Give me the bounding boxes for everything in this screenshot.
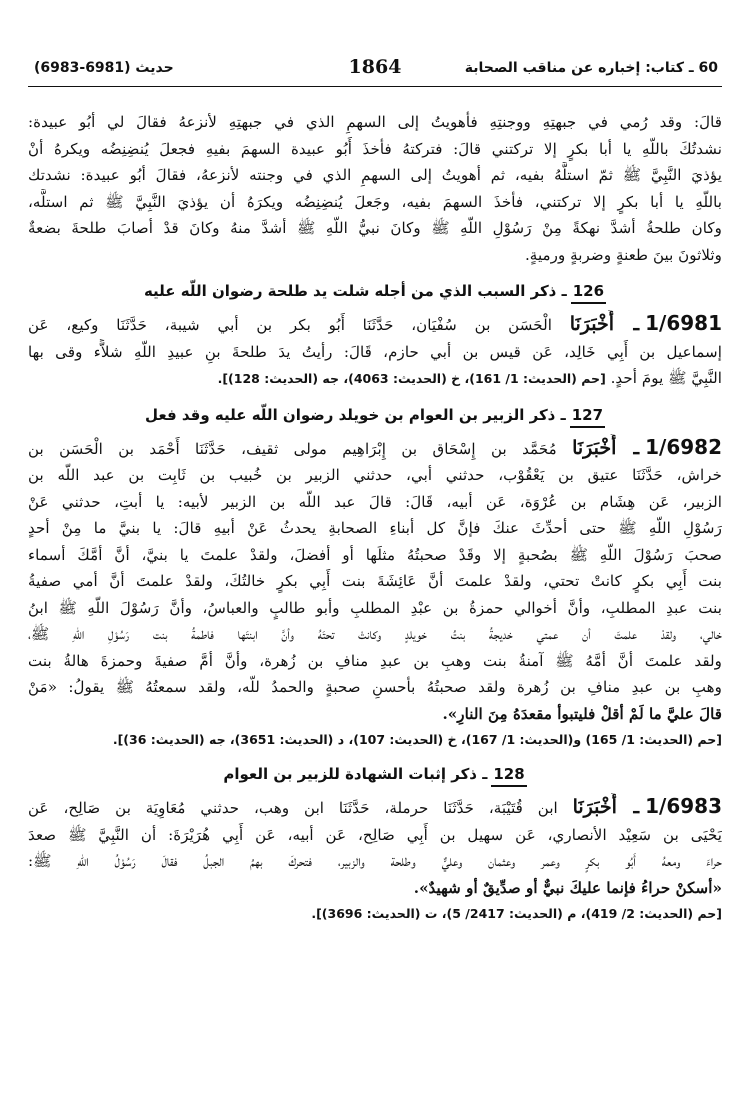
text-line: صحبَ رَسُوْلَ اللّهِ ﷺ بصُحبةٍ إلا وقَدْ صحبتُهُ مثلَها أو أفضلَ، ولقدْ علمتَ يا بنيَّ، أنَّ أمَّكَ أسماء xyxy=(28,545,722,564)
hadith-number: 1/6983 xyxy=(645,794,722,818)
text-line: وهبِ بن عبدِ منافِ بن زُهرة ولقد صحبتُهُ بأحسنِ صحبةٍ والحمدُ للّه، ولقد سمعتُهُ ﷺ يقولُ: «مَنْ xyxy=(28,678,722,696)
hadith-block xyxy=(28,793,722,925)
hadith-reference: [حم (الحديث: 1/ 165) و(الحديث: 1/ 167)، خ (الحديث: 107)، د (الحديث: 3651)، جه (الحديث: 36)]. xyxy=(112,732,722,747)
text-line: وثلاثونَ بينَ طعنةٍ وضربةٍ ورميةٍ. xyxy=(524,245,722,264)
section-title: ـ ذكر إثبات الشهادة للزبير بن العوام xyxy=(223,765,488,783)
text-line: نشدتُكَ باللّهِ يا أبا بكرٍ إلا تركتني قالَ: فتركتهُ فأخذَ أَبُو عبيدة السهمَ بفيهِ فجعلَ يُنضِنِضُه ويكرهُ أنْ xyxy=(28,139,722,158)
hadith-first-line xyxy=(28,310,722,339)
intro-paragraph xyxy=(28,109,722,268)
text-line: خالي، ولقدْ علمتَ أن عمتي خديجةُ بنتُ خويلدٍ وكانتْ تحتَهُ وأنَّ ابنتَها فاطمةُ بنت رَسُوْلِ اللّهِ ﷺ، xyxy=(28,625,722,643)
hadith-text: ابن قُتَيْبَة، حَدَّثَنَا حرملة، حَدَّثَنَا ابن وهب، حدثني مُعَاوِيَة بن صَالِح، عَن xyxy=(28,799,558,817)
text-line: حراءَ ومعهُ أَبُو بكرٍ وعمر وعثمان وعليٌّ وطلحة والزبير، فتحركَ بهمُ الجبلُ فقالَ رَسُوْلُ اللّهِ ﷺ: xyxy=(28,852,722,870)
hadith-number: 1/6981 xyxy=(645,311,722,335)
hadith-reference: [حم (الحديث: 1/ 161)، خ (الحديث: 4063)، جه (الحديث: 128)]. xyxy=(217,371,606,386)
hadith-text: الْحَسَن بن سُفْيَان، حَدَّثَنَا أَبُو بكر بن أبي شيبة، حَدَّثَنَا وكيع، عَن xyxy=(28,316,552,334)
hadith-reference: [حم (الحديث: 2/ 419)، م (الحديث: 2417/ 5)، ت (الحديث: 3696)]. xyxy=(311,906,722,921)
hadith-block xyxy=(28,310,722,392)
hadith-text: النَّبِيَّ ﷺ يومَ أحدٍ. xyxy=(610,369,722,387)
prophetic-quote: قالَ عليَّ ما لَمْ أقلْ فليتبوأ مقعدَهُ مِنَ النارِ». xyxy=(442,704,722,723)
text-line: الزبير، عَن هِشَام بن عُرْوَة، عَن أبيه، قَالَ: قالَ عبد اللّه بن الزبير لأبيه: يا أبتِ، حدثني عَنْ xyxy=(28,492,722,511)
section-number: 128 xyxy=(491,763,526,787)
section-heading xyxy=(28,404,722,428)
hadith-text: مُحَمَّد بن إِسْحَاق بن إِبْرَاهِيم مولى ثقيف، حَدَّثَنَا أَحْمَد بن الْحَسَن بن xyxy=(28,439,557,458)
section-heading xyxy=(28,280,722,304)
chapter-title: 60 ـ كتاب: إخباره عن مناقب الصحابة xyxy=(464,60,718,76)
text-line: ولقد علمتَ أنَّ أمَّهُ ﷺ آمنةُ بنت وهبِ بن عبدِ منافِ بن زُهرة، وأنَّ أمَّ صفيةَ وحمزةَ هالةُ بنت xyxy=(28,651,722,670)
text-line: يؤذيَ النَّبِيَّ ﷺ ثمّ استلَّهُ بفيه، ثم أهويتُ إلى السهمِ الذي في وجنته لأنزعهُ، فقالَ أبُو عبيدة: نشدتك xyxy=(28,166,722,184)
page-number: 1864 xyxy=(348,56,402,78)
text-line: رَسُوْلِ اللّهِ ﷺ حتى أحدِّثَ عنكَ فإنَّ كل أبناءِ الصحابةِ يحدثُ عَنْ أبيهِ قالَ: يا بنيَّ ما مِنْ أحدٍ xyxy=(28,519,722,537)
hadith-opener: ـ أَخْبَرَنَا xyxy=(572,796,640,818)
prophetic-quote: «أسكنْ حراءُ فإنما عليكَ نبيٌّ أو صدِّيقٌ أو شهيدٌ». xyxy=(413,878,722,897)
text-line: باللّهِ يا أبا بكرٍ إلا تركتني، فأخذَ السهمَ بفيه، وجَعلَ يُنضِنِضُه ويكرَهُ أن يؤذيَ النَّبِيَّ ﷺ ثم استلَّه، xyxy=(28,192,722,211)
hadith-opener: ـ أَخْبَرَنَا xyxy=(572,436,640,459)
text-line: بنت عبدِ المطلبِ، وأنَّ أخوالي حمزةُ بن عبْدِ المطلبِ وأبو طالبٍ والعباسُ، وأنَّ رَسُوْلَ اللّهِ ﷺ ابنُ xyxy=(28,598,722,617)
section-title: ـ ذكر السبب الذي من أجله شلت يد طلحة رضوان اللّه عليه xyxy=(143,282,567,300)
section-heading xyxy=(28,763,722,787)
text-line: يَحْيَى بن سَعِيْد الأنصاري، عَن سهيل بن أَبِي صَالِح، عَن أبيه، عَن أَبِي هُرَيْرَةَ: أن النَّبِيَّ ﷺ صعدَ xyxy=(28,825,722,844)
hadith-block xyxy=(28,434,722,752)
text-line: وكان طلحةُ أشدَّ نهكةً مِنْ رَسُوْلِ اللّهِ ﷺ وكانَ نبيُّ اللّهِ ﷺ أشدَّ منهُ وكانَ قدْ أصابَ طلحةَ بضعةٌ xyxy=(28,219,722,237)
text-line xyxy=(28,365,722,392)
running-header xyxy=(28,52,722,87)
text-line: بنت أَبِي بكرٍ كانتْ تحتي، ولقدْ علمتَ أنَّ عَائِشَةَ بنت أَبِي بكرٍ خالتُكَ، ولقدْ علمتَ أنَّ أمي صفيةُ xyxy=(28,572,722,590)
section-number: 126 xyxy=(571,280,606,304)
text-line: قالَ: وقد رُمي في جبهتِهِ ووجنتِهِ فأهويتُ إلى السهمِ الذي في جبهتِهِ لأنزعهُ فقالَ لي أبُو عبيدة: xyxy=(28,113,722,131)
text-line: خراش، حَدَّثَنَا عتيق بن يَعْقُوْب، حدثني أبي، حدثني الزبير بن خُبيب بن ثَابِت بن عبد اللّه بن xyxy=(28,466,722,484)
hadith-opener: ـ أَخْبَرَنَا xyxy=(569,313,640,335)
hadith-first-line xyxy=(28,793,722,822)
hadith-range: حديث (6981-6983) xyxy=(34,60,174,76)
section-title: ـ ذكر الزبير بن العوام بن خويلد رضوان اللّه عليه وقد فعل xyxy=(144,405,566,424)
hadith-first-line xyxy=(28,434,722,463)
section-number: 127 xyxy=(570,404,605,428)
text-line: إسماعيل بن أَبِي خَالِد، عَن قيس بن أبي حازم، قَالَ: رأيتُ يدَ طلحةَ بنِ عبيدِ اللّهِ شلاًّء وقى بها xyxy=(28,342,722,361)
hadith-number: 1/6982 xyxy=(645,434,722,459)
book-page xyxy=(28,52,722,1092)
